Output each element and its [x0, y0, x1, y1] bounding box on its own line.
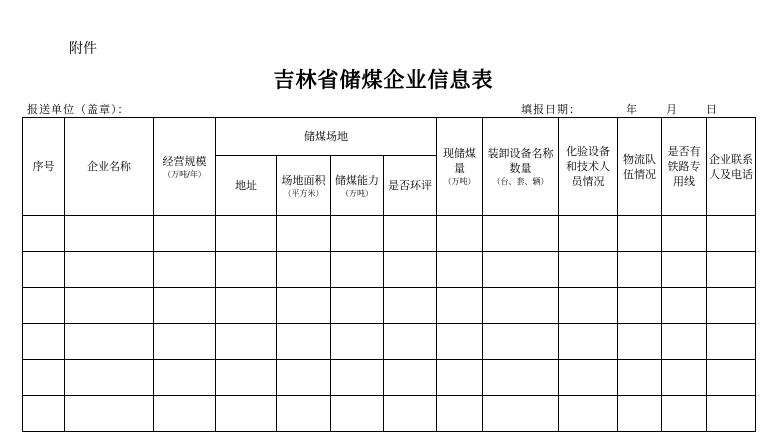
table-cell[interactable] — [437, 360, 483, 396]
table-cell[interactable] — [154, 252, 216, 288]
table-cell[interactable] — [707, 288, 756, 324]
table-cell[interactable] — [277, 216, 331, 252]
table-cell[interactable] — [154, 324, 216, 360]
header-seq: 序号 — [23, 118, 65, 216]
table-cell[interactable] — [331, 324, 384, 360]
table-cell[interactable] — [662, 252, 707, 288]
header-equipment-unit: （台、套、辆） — [492, 177, 549, 186]
header-area-text: 场地面积 — [281, 173, 326, 187]
attachment-label: 附件 — [69, 41, 97, 57]
table-cell[interactable] — [384, 324, 437, 360]
header-company: 企业名称 — [65, 118, 154, 216]
header-scale-text: 经营规模 — [162, 154, 207, 168]
table-cell[interactable] — [437, 288, 483, 324]
table-cell[interactable] — [65, 216, 154, 252]
table-cell[interactable] — [331, 288, 384, 324]
table-cell[interactable] — [277, 396, 331, 432]
table-cell[interactable] — [23, 360, 65, 396]
coal-storage-info-table — [22, 117, 756, 432]
table-cell[interactable] — [707, 216, 756, 252]
table-cell[interactable] — [154, 396, 216, 432]
header-logistics: 物流队伍情况 — [618, 118, 662, 216]
fill-date-year: 年 — [626, 103, 638, 116]
table-cell[interactable] — [707, 396, 756, 432]
table-cell[interactable] — [483, 324, 559, 360]
table-cell[interactable] — [662, 360, 707, 396]
table-cell[interactable] — [23, 396, 65, 432]
table-cell[interactable] — [277, 360, 331, 396]
table-cell[interactable] — [483, 216, 559, 252]
table-cell[interactable] — [384, 216, 437, 252]
header-site-group: 储煤场地 — [216, 118, 437, 156]
table-cell[interactable] — [437, 252, 483, 288]
table-cell[interactable] — [65, 396, 154, 432]
table-cell[interactable] — [707, 252, 756, 288]
header-capacity — [331, 156, 384, 216]
table-row — [23, 216, 756, 252]
header-area-unit: （平方米） — [283, 188, 324, 198]
header-capacity-unit: （万吨） — [341, 188, 373, 198]
header-address: 地址 — [216, 156, 277, 216]
table-cell[interactable] — [384, 360, 437, 396]
fill-date — [521, 101, 718, 117]
table-cell[interactable] — [618, 216, 662, 252]
header-current-storage-text: 现储煤量 — [443, 147, 476, 175]
table-cell[interactable] — [384, 252, 437, 288]
table-cell[interactable] — [618, 324, 662, 360]
fill-date-month: 月 — [666, 103, 678, 116]
header-scale-unit: （万吨/年） — [163, 169, 206, 179]
table-cell[interactable] — [384, 288, 437, 324]
table-cell[interactable] — [277, 324, 331, 360]
table-body — [23, 216, 756, 432]
header-current-storage-unit: （万吨） — [443, 177, 476, 186]
table-cell[interactable] — [384, 396, 437, 432]
table-cell[interactable] — [216, 324, 277, 360]
table-cell[interactable] — [216, 360, 277, 396]
table-cell[interactable] — [437, 324, 483, 360]
table-cell[interactable] — [559, 324, 618, 360]
header-capacity-text: 储煤能力 — [335, 173, 379, 187]
header-equipment-text: 装卸设备名称数量 — [487, 147, 554, 175]
fill-date-label: 填报日期： — [521, 103, 581, 116]
header-contact: 企业联系人及电话 — [707, 118, 756, 216]
table-cell[interactable] — [65, 324, 154, 360]
table-cell[interactable] — [483, 396, 559, 432]
table-cell[interactable] — [707, 324, 756, 360]
table-cell[interactable] — [154, 288, 216, 324]
table-row — [23, 396, 756, 432]
header-scale — [154, 118, 216, 216]
table-cell[interactable] — [23, 288, 65, 324]
table-cell[interactable] — [154, 360, 216, 396]
table-cell[interactable] — [707, 360, 756, 396]
table-cell[interactable] — [483, 288, 559, 324]
table-cell[interactable] — [154, 216, 216, 252]
table-cell[interactable] — [559, 216, 618, 252]
table-cell[interactable] — [331, 396, 384, 432]
table-cell[interactable] — [437, 396, 483, 432]
header-lab: 化验设备和技术人员情况 — [559, 118, 618, 216]
reporting-unit-label: 报送单位（盖章）： — [27, 103, 130, 116]
table-cell[interactable] — [437, 216, 483, 252]
table-cell[interactable] — [483, 252, 559, 288]
table-cell[interactable] — [23, 324, 65, 360]
header-current-storage — [437, 118, 483, 216]
table-cell[interactable] — [216, 396, 277, 432]
table-cell[interactable] — [559, 360, 618, 396]
table-cell[interactable] — [23, 216, 65, 252]
table-cell[interactable] — [331, 252, 384, 288]
table-cell[interactable] — [277, 288, 331, 324]
table-cell[interactable] — [618, 360, 662, 396]
header-area — [277, 156, 331, 216]
table-cell[interactable] — [662, 396, 707, 432]
fill-date-day: 日 — [706, 103, 718, 116]
table-cell[interactable] — [618, 396, 662, 432]
header-equipment — [483, 118, 559, 216]
table-cell[interactable] — [559, 288, 618, 324]
table-cell[interactable] — [23, 252, 65, 288]
header-railway: 是否有铁路专用线 — [662, 118, 707, 216]
table-row — [23, 252, 756, 288]
table-cell[interactable] — [618, 288, 662, 324]
table-row — [23, 324, 756, 360]
table-cell[interactable] — [662, 324, 707, 360]
table-row — [23, 288, 756, 324]
table-cell[interactable] — [216, 288, 277, 324]
table-cell[interactable] — [662, 288, 707, 324]
table-cell[interactable] — [65, 252, 154, 288]
header-eia: 是否环评 — [384, 156, 437, 216]
table-cell[interactable] — [277, 252, 331, 288]
table-cell[interactable] — [618, 252, 662, 288]
table-cell[interactable] — [559, 396, 618, 432]
table-cell[interactable] — [65, 288, 154, 324]
table-cell[interactable] — [216, 252, 277, 288]
table-cell[interactable] — [216, 216, 277, 252]
table-cell[interactable] — [662, 216, 707, 252]
table-cell[interactable] — [559, 252, 618, 288]
table-cell[interactable] — [483, 360, 559, 396]
table-cell[interactable] — [331, 216, 384, 252]
table-row — [23, 360, 756, 396]
table-cell[interactable] — [331, 360, 384, 396]
page-title: 吉林省储煤企业信息表 — [273, 67, 494, 92]
table-cell[interactable] — [65, 360, 154, 396]
